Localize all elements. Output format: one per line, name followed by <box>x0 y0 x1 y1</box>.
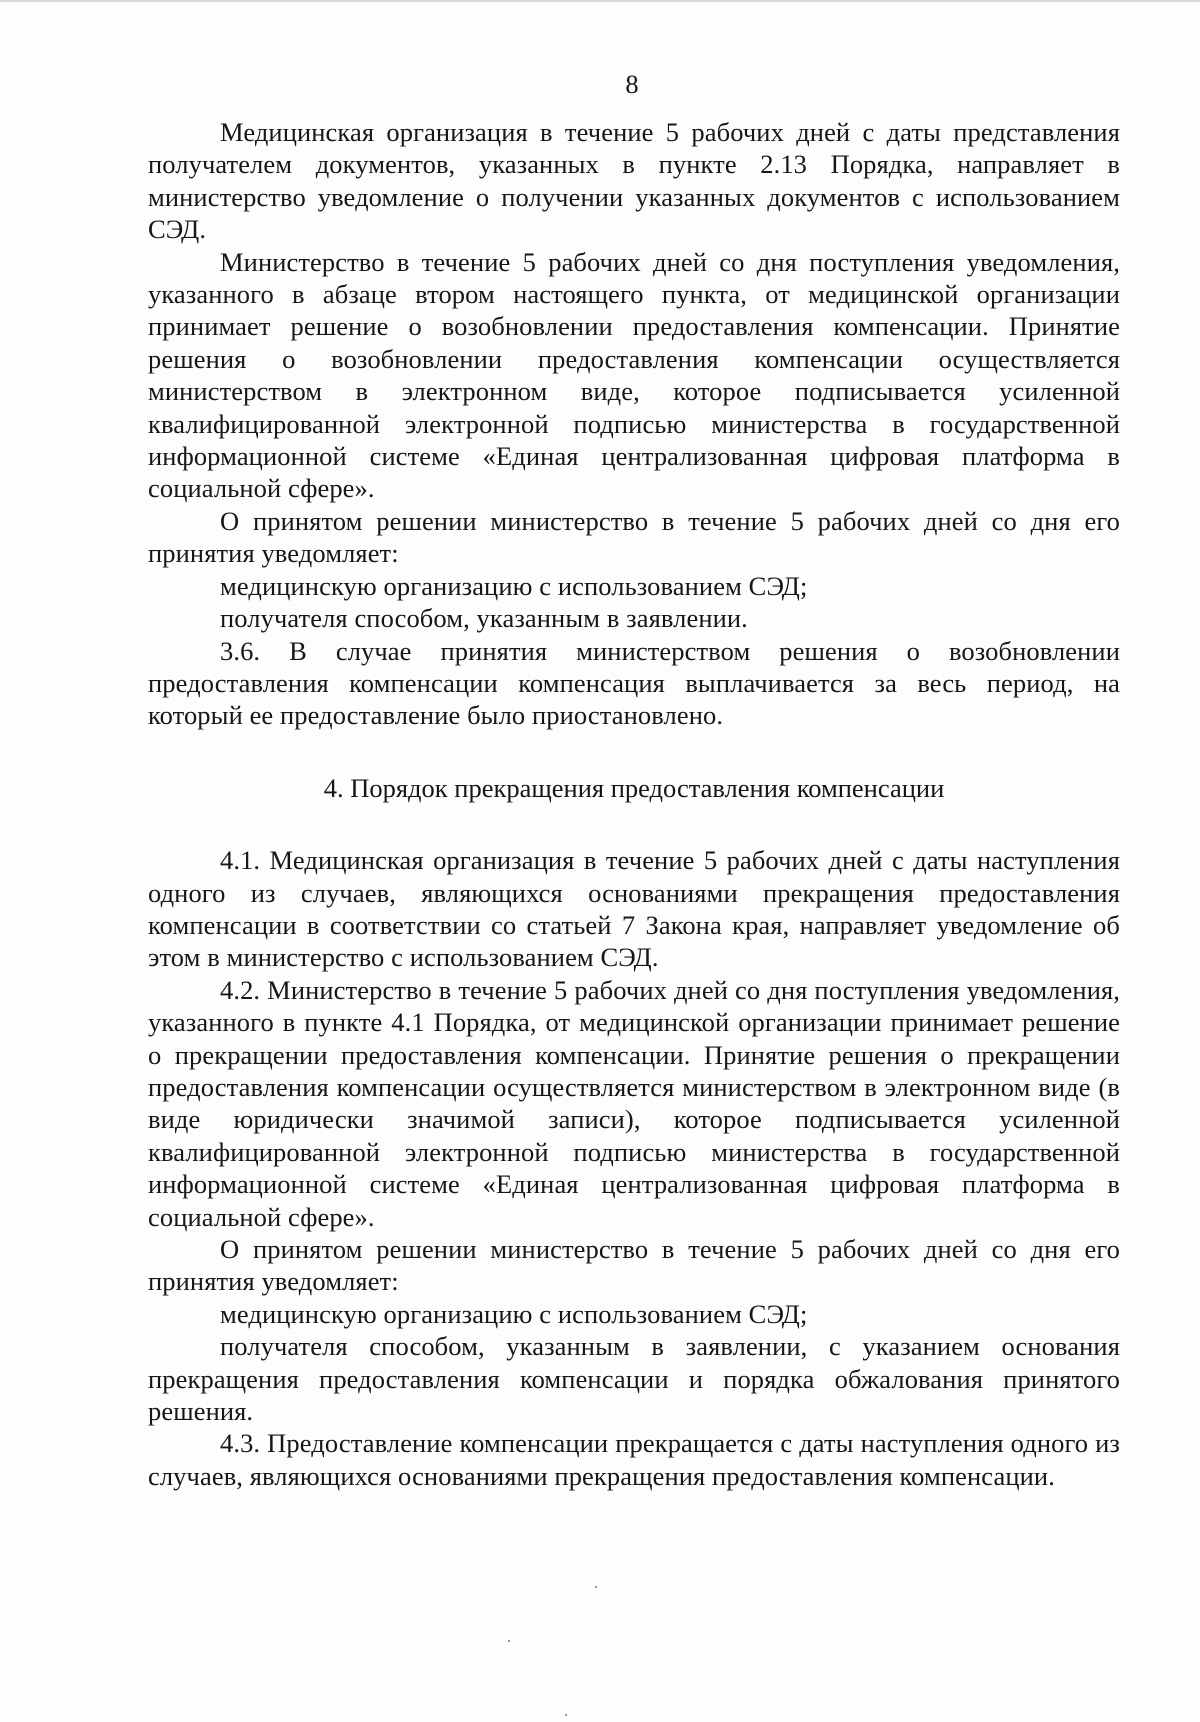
paragraph: 3.6. В случае принятия министерством решения о возобновлении предоставления компенсации компенсация выплачивается за весь период, на который ее предоставление было приостановлено. <box>148 635 1120 731</box>
scan-speck <box>508 1640 510 1642</box>
paragraph: медицинскую организацию с использованием СЭД; <box>220 1298 808 1329</box>
paragraph: получателя способом, указанным в заявлении. <box>220 603 748 634</box>
paragraph: получателя способом, указанным в заявлении, с указанием основания прекращения предоставления компенсации и порядка обжалования принятого решения. <box>148 1331 1120 1427</box>
scan-speck <box>565 1714 567 1716</box>
paragraph: О принятом решении министерство в течение 5 рабочих дней со дня его принятия уведомляет: <box>148 1234 1120 1297</box>
paragraph: медицинскую организацию с использованием СЭД; <box>220 570 808 601</box>
paragraph: Министерство в течение 5 рабочих дней со дня поступления уведомления, указанного в абзаце втором настоящего пункта, от медицинской организации принимает решение о возобновлении предоставления компенсации. Принятие решения о возобновлении предоставления компенсации осуществляется министерством в электронном виде, которое подписывается усиленной квалифицированной электронной подписью министерства в государственной информационной системе «Единая централизованная цифровая платформа в социальной сфере». <box>148 246 1120 504</box>
scan-speck <box>595 1586 597 1588</box>
paragraph: Медицинская организация в течение 5 рабочих дней с даты представления получателем документов, указанных в пункте 2.13 Порядка, направляет в министерство уведомление о получении указанных документов с использованием СЭД. <box>148 117 1120 245</box>
paragraph: 4.1. Медицинская организация в течение 5 рабочих дней с даты наступления одного из случаев, являющихся основаниями прекращения предоставления компенсации в соответствии со статьей 7 Закона края, направляет уведомление об этом в министерство с использованием СЭД. <box>148 845 1120 973</box>
document-body <box>148 116 1120 1492</box>
page-top-edge <box>0 0 1200 2</box>
paragraph: 4.2. Министерство в течение 5 рабочих дней со дня поступления уведомления, указанного в пункте 4.1 Порядка, от медицинской организации принимает решение о прекращении предоставления компенсации. Принятие решения о прекращении предоставления компенсации осуществляется министерством в электронном виде (в виде юридически значимой записи), которое подписывается усиленной квалифицированной электронной подписью министерства в государственной информационной системе «Единая централизованная цифровая платформа в социальной сфере». <box>148 974 1120 1232</box>
paragraph: 4.3. Предоставление компенсации прекращается с даты наступления одного из случаев, являющихся основаниями прекращения предоставления компенсации. <box>148 1428 1120 1491</box>
page-number: 8 <box>625 69 639 99</box>
paragraph: О принятом решении министерство в течение 5 рабочих дней со дня его принятия уведомляет: <box>148 505 1120 569</box>
section-heading: 4. Порядок прекращения предоставления компенсации <box>323 772 945 803</box>
